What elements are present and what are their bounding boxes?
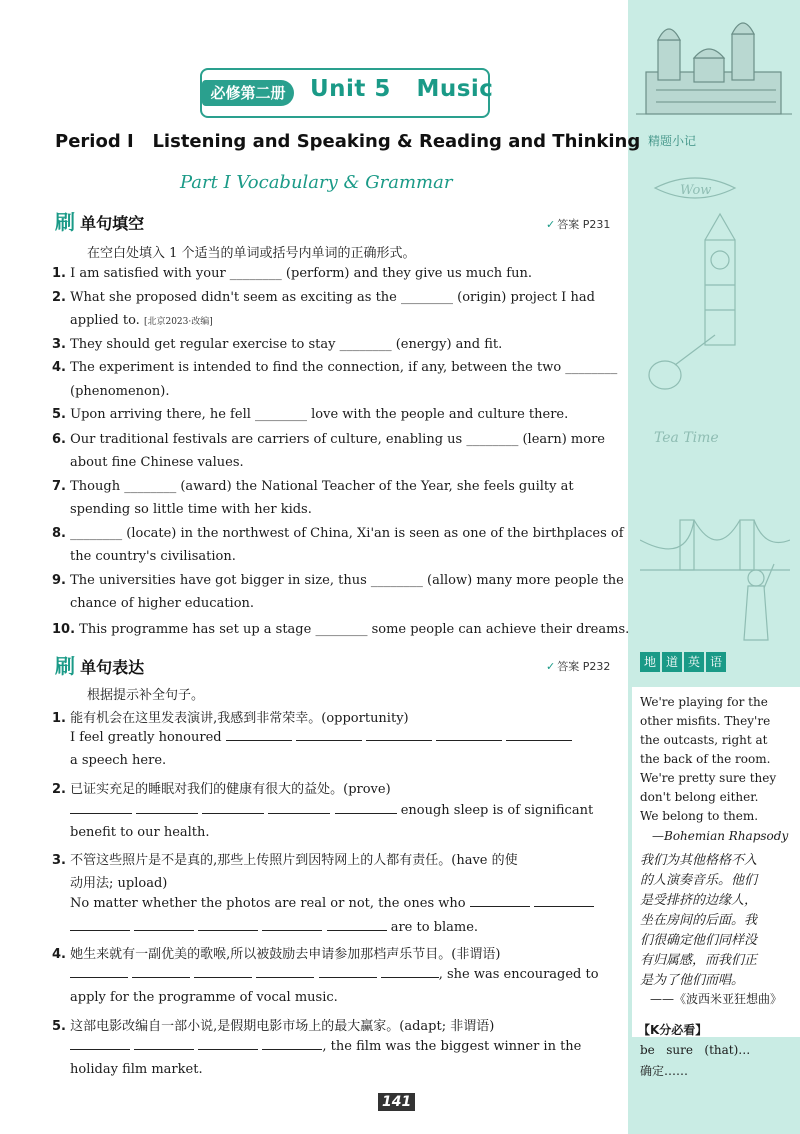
unit-tag: 必修第二册 [202, 80, 294, 106]
answer-line: , the film was the biggest winner in the [70, 1039, 581, 1054]
list-item-cont: applied to. [北京2023·改编] [70, 313, 213, 328]
list-item: 1. 能有机会在这里发表演讲,我感到非常荣幸。(opportunity) [52, 711, 409, 726]
quote-cn-line: 是受排挤的边缘人， [640, 893, 758, 908]
answer-line: , she was encouraged to [70, 967, 599, 982]
answer-line: are to blame. [70, 920, 478, 935]
section1-heading [55, 206, 144, 235]
list-item: 1. I am satisfied with your ________ (perform) and they give us much fun. [52, 266, 532, 281]
answer-line-cont: holiday film market. [70, 1062, 203, 1077]
list-item: 4. 她生来就有一副优美的歌喉,所以被鼓励去申请参加那档声乐节目。(非谓语) [52, 947, 501, 962]
list-item-cont: (phenomenon). [70, 384, 170, 399]
badge-char: 语 [706, 652, 726, 672]
list-item: 3. 不管这些照片是不是真的,那些上传照片到因特网上的人都有责任。(have 的使 [52, 853, 518, 868]
quote-cn-line: 的人演奏音乐。他们 [640, 873, 758, 888]
section2-brush: 刷 [55, 654, 75, 678]
list-item: 4. The experiment is intended to find the connection, if any, between the two ________ [52, 360, 618, 375]
quote-line: the back of the room. [640, 752, 771, 766]
part-title: Part I Vocabulary & Grammar [180, 172, 453, 193]
badge-char: 道 [662, 652, 682, 672]
notes-label: 精题小记 [648, 134, 697, 148]
list-item-cont: about fine Chinese values. [70, 455, 244, 470]
quote-cn-line: 我们为其他格格不入 [640, 853, 758, 868]
quote-cn-line: 坐在房间的后面。我 [640, 913, 758, 928]
section2-heading [55, 650, 144, 679]
period-title: Period I Listening and Speaking & Reading and Thinking [55, 131, 641, 152]
answer-ref-text: 答案 P232 [557, 660, 611, 673]
quote-line: We're pretty sure they [640, 771, 777, 785]
answer-line: I feel greatly honoured [70, 730, 572, 745]
list-item: 2. 已证实充足的睡眠对我们的健康有很大的益处。(prove) [52, 782, 391, 797]
section1-answer-ref [546, 216, 610, 232]
list-item: 5. Upon arriving there, he fell ________ love with the people and culture there. [52, 407, 569, 422]
kpoint-title: 【K分必看】 [638, 1023, 708, 1037]
section1-title: 单句填空 [80, 214, 145, 233]
quote-line: the outcasts, right at [640, 733, 768, 747]
section1-instruction: 在空白处填入 1 个适当的单词或括号内单词的正确形式。 [87, 246, 416, 261]
wow-text: Wow [680, 183, 712, 198]
section2-title: 单句表达 [80, 658, 145, 677]
quote-source: —Bohemian Rhapsody [652, 829, 789, 843]
answer-line-cont: apply for the programme of vocal music. [70, 990, 338, 1005]
guitar-doodle [640, 330, 720, 400]
list-item-cont: spending so little time with her kids. [70, 502, 312, 517]
quote-line: don't belong either. [640, 790, 759, 804]
page-number: 141 [378, 1093, 415, 1111]
list-item: 8. ________ (locate) in the northwest of China, Xi'an is seen as one of the birthplaces of [52, 526, 624, 541]
section2-instruction: 根据提示补全句子。 [87, 688, 205, 703]
quote-cn-line: 们很确定他们同样没 [640, 933, 758, 948]
list-item-cont: chance of higher education. [70, 596, 255, 611]
statue-doodle [726, 560, 786, 650]
list-item: 10. This programme has set up a stage ________ some people can achieve their dreams. [52, 622, 630, 637]
skyline-illustration [636, 10, 792, 122]
answer-line: No matter whether the photos are real or not, the ones who [70, 896, 594, 911]
tea-time-doodle [650, 420, 730, 480]
quote-line: We belong to them. [640, 809, 759, 823]
section1-brush: 刷 [55, 210, 75, 234]
list-item: 9. The universities have got bigger in size, thus ________ (allow) many more people the [52, 573, 624, 588]
badge-char: 英 [684, 652, 704, 672]
authentic-english-badge [640, 651, 726, 672]
kpoint-cn: 确定…… [640, 1064, 689, 1078]
list-item-cont: the country's civilisation. [70, 549, 236, 564]
quote-line: We're playing for the [640, 695, 768, 709]
section2-answer-ref [546, 658, 610, 674]
answer-line-cont: benefit to our health. [70, 825, 210, 840]
quote-cn-line: 有归属感，而我们正 [640, 953, 758, 968]
list-item: 7. Though ________ (award) the National Teacher of the Year, she feels guilty at [52, 479, 574, 494]
list-item-cont: 动用法; upload) [70, 876, 168, 891]
answer-ref-text: 答案 P231 [557, 218, 611, 231]
answer-line: enough sleep is of significant [70, 803, 593, 818]
list-item: 6. Our traditional festivals are carriers of culture, enabling us ________ (learn) more [52, 432, 605, 447]
list-item: 5. 这部电影改编自一部小说,是假期电影市场上的最大赢家。(adapt; 非谓语) [52, 1019, 495, 1034]
wow-doodle [650, 168, 740, 208]
unit-title: Unit 5 Music [310, 76, 494, 102]
quote-line: other misfits. They're [640, 714, 771, 728]
list-item: 2. What she proposed didn't seem as exciting as the ________ (origin) project I had [52, 290, 595, 305]
list-item: 3. They should get regular exercise to stay ________ (energy) and fit. [52, 337, 503, 352]
big-ben-doodle [690, 210, 750, 350]
check-icon: ✓ [546, 218, 556, 231]
badge-char: 地 [640, 652, 660, 672]
check-icon: ✓ [546, 660, 556, 673]
answer-line-cont: a speech here. [70, 753, 167, 768]
tea-time-text: Tea Time [654, 430, 719, 446]
quote-cn-line: 是为了他们而唱。 [640, 973, 745, 988]
quote-cn-source: ——《波西米亚狂想曲》 [650, 992, 783, 1006]
kpoint-en: be sure (that)… [640, 1043, 751, 1057]
